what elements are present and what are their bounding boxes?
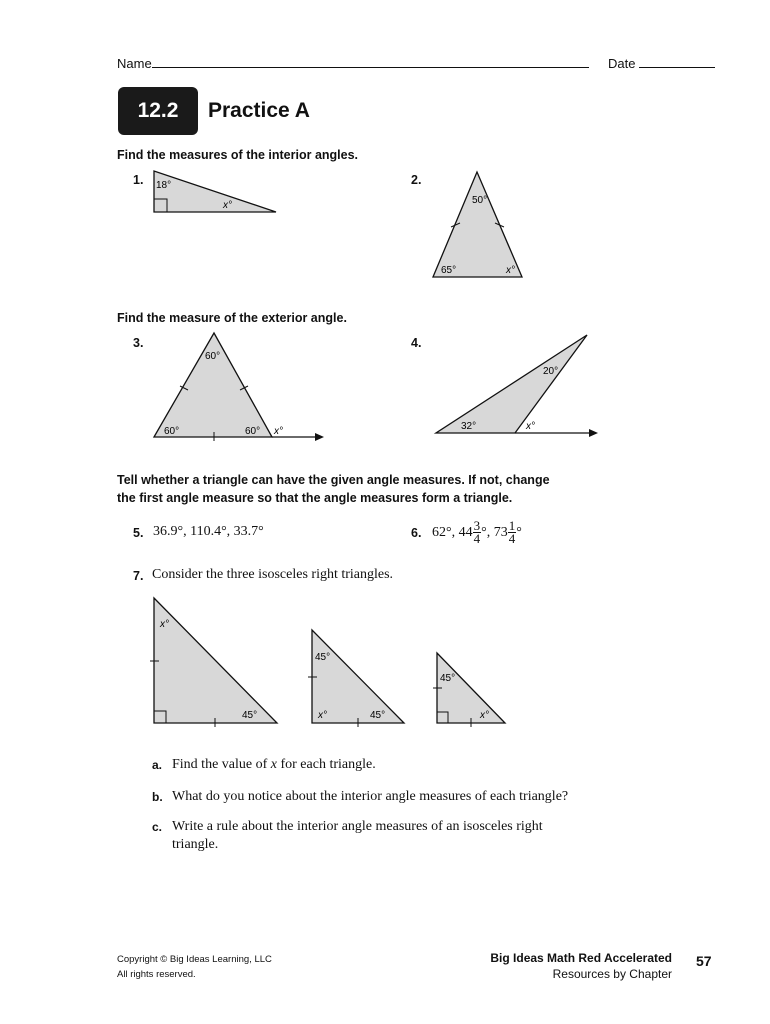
- problem-7-text: Consider the three isosceles right triangles.: [152, 567, 394, 582]
- problem-7-tri2-angle-45-top: 45°: [315, 652, 331, 663]
- problem-7c-text-2: triangle.: [172, 837, 219, 852]
- problem-4-angle-32: 32°: [461, 421, 477, 432]
- problem-7c-text-1: Write a rule about the interior angle measures of an isosceles right: [172, 819, 543, 834]
- problem-7-tri2-angle-45: 45°: [370, 710, 386, 721]
- problem-7-tri1-angle-x: x°: [160, 619, 169, 630]
- problem-5-text: 36.9°, 110.4°, 33.7°: [153, 524, 264, 539]
- problem-7-tri1-angle-45: 45°: [242, 710, 258, 721]
- problem-7-triangle-1: [150, 598, 277, 727]
- problem-4-number: 4.: [411, 336, 422, 350]
- page-title: Practice A: [208, 99, 310, 122]
- problem-7-tri3-angle-45: 45°: [440, 673, 456, 684]
- problem-3-angle-left: 60°: [164, 426, 180, 437]
- problem-7a-text: Find the value of x for each triangle.: [172, 757, 376, 772]
- problem-3-triangle: [154, 333, 324, 441]
- problem-7b-label: b.: [152, 790, 163, 804]
- footer-copyright: Copyright © Big Ideas Learning, LLC: [117, 954, 272, 965]
- problem-7-number: 7.: [133, 569, 144, 583]
- problem-3-number: 3.: [133, 336, 144, 350]
- problem-2-angle-65: 65°: [441, 265, 457, 276]
- fraction-three-fourths: $\frac{3}{4}$: [473, 518, 481, 547]
- problem-7-tri3-angle-x: x°: [480, 710, 489, 721]
- problem-1-angle-x: x°: [223, 200, 232, 211]
- date-label: Date: [608, 56, 636, 71]
- fraction-one-fourth: $\frac{1}{4}$: [508, 518, 516, 547]
- instruction-exterior: Find the measure of the exterior angle.: [117, 311, 347, 325]
- instruction-triangle-check-2: the first angle measure so that the angle measures form a triangle.: [117, 491, 513, 505]
- problem-1-triangle: [154, 171, 276, 212]
- problem-2-triangle: [433, 172, 522, 277]
- page-number: 57: [696, 953, 712, 969]
- problem-7c-label: c.: [152, 820, 163, 834]
- footer-rights: All rights reserved.: [117, 969, 196, 980]
- problem-3-angle-top: 60°: [205, 351, 221, 362]
- problem-7-triangle-3: [433, 653, 505, 727]
- problem-4-angle-x: x°: [526, 421, 535, 432]
- problem-1-number: 1.: [133, 173, 144, 187]
- instruction-triangle-check-1: Tell whether a triangle can have the given angle measures. If not, change: [117, 473, 550, 487]
- problem-2-angle-x: x°: [506, 265, 515, 276]
- footer-resources: Resources by Chapter: [552, 967, 672, 981]
- footer-book-title: Big Ideas Math Red Accelerated: [490, 951, 672, 965]
- problem-7a-label: a.: [152, 758, 163, 772]
- name-label: Name: [117, 56, 152, 71]
- problem-6-number: 6.: [411, 526, 422, 540]
- problem-2-angle-50: 50°: [472, 195, 488, 206]
- instruction-interior: Find the measures of the interior angles.: [117, 148, 359, 162]
- problem-7b-text: What do you notice about the interior angle measures of each triangle?: [172, 789, 569, 804]
- problem-4-angle-20: 20°: [543, 366, 559, 377]
- problem-3-angle-x: x°: [274, 426, 283, 437]
- problem-2-number: 2.: [411, 173, 422, 187]
- problem-7-tri2-angle-x: x°: [318, 710, 327, 721]
- problem-1-angle-18: 18°: [156, 180, 172, 191]
- problem-5-number: 5.: [133, 526, 144, 540]
- section-badge: 12.2: [118, 87, 198, 135]
- problem-3-angle-right: 60°: [245, 426, 261, 437]
- problem-6-text: 62°, 44 $\frac{3}{4}$ °, 73 $\frac{1}{4}$ °: [432, 518, 522, 547]
